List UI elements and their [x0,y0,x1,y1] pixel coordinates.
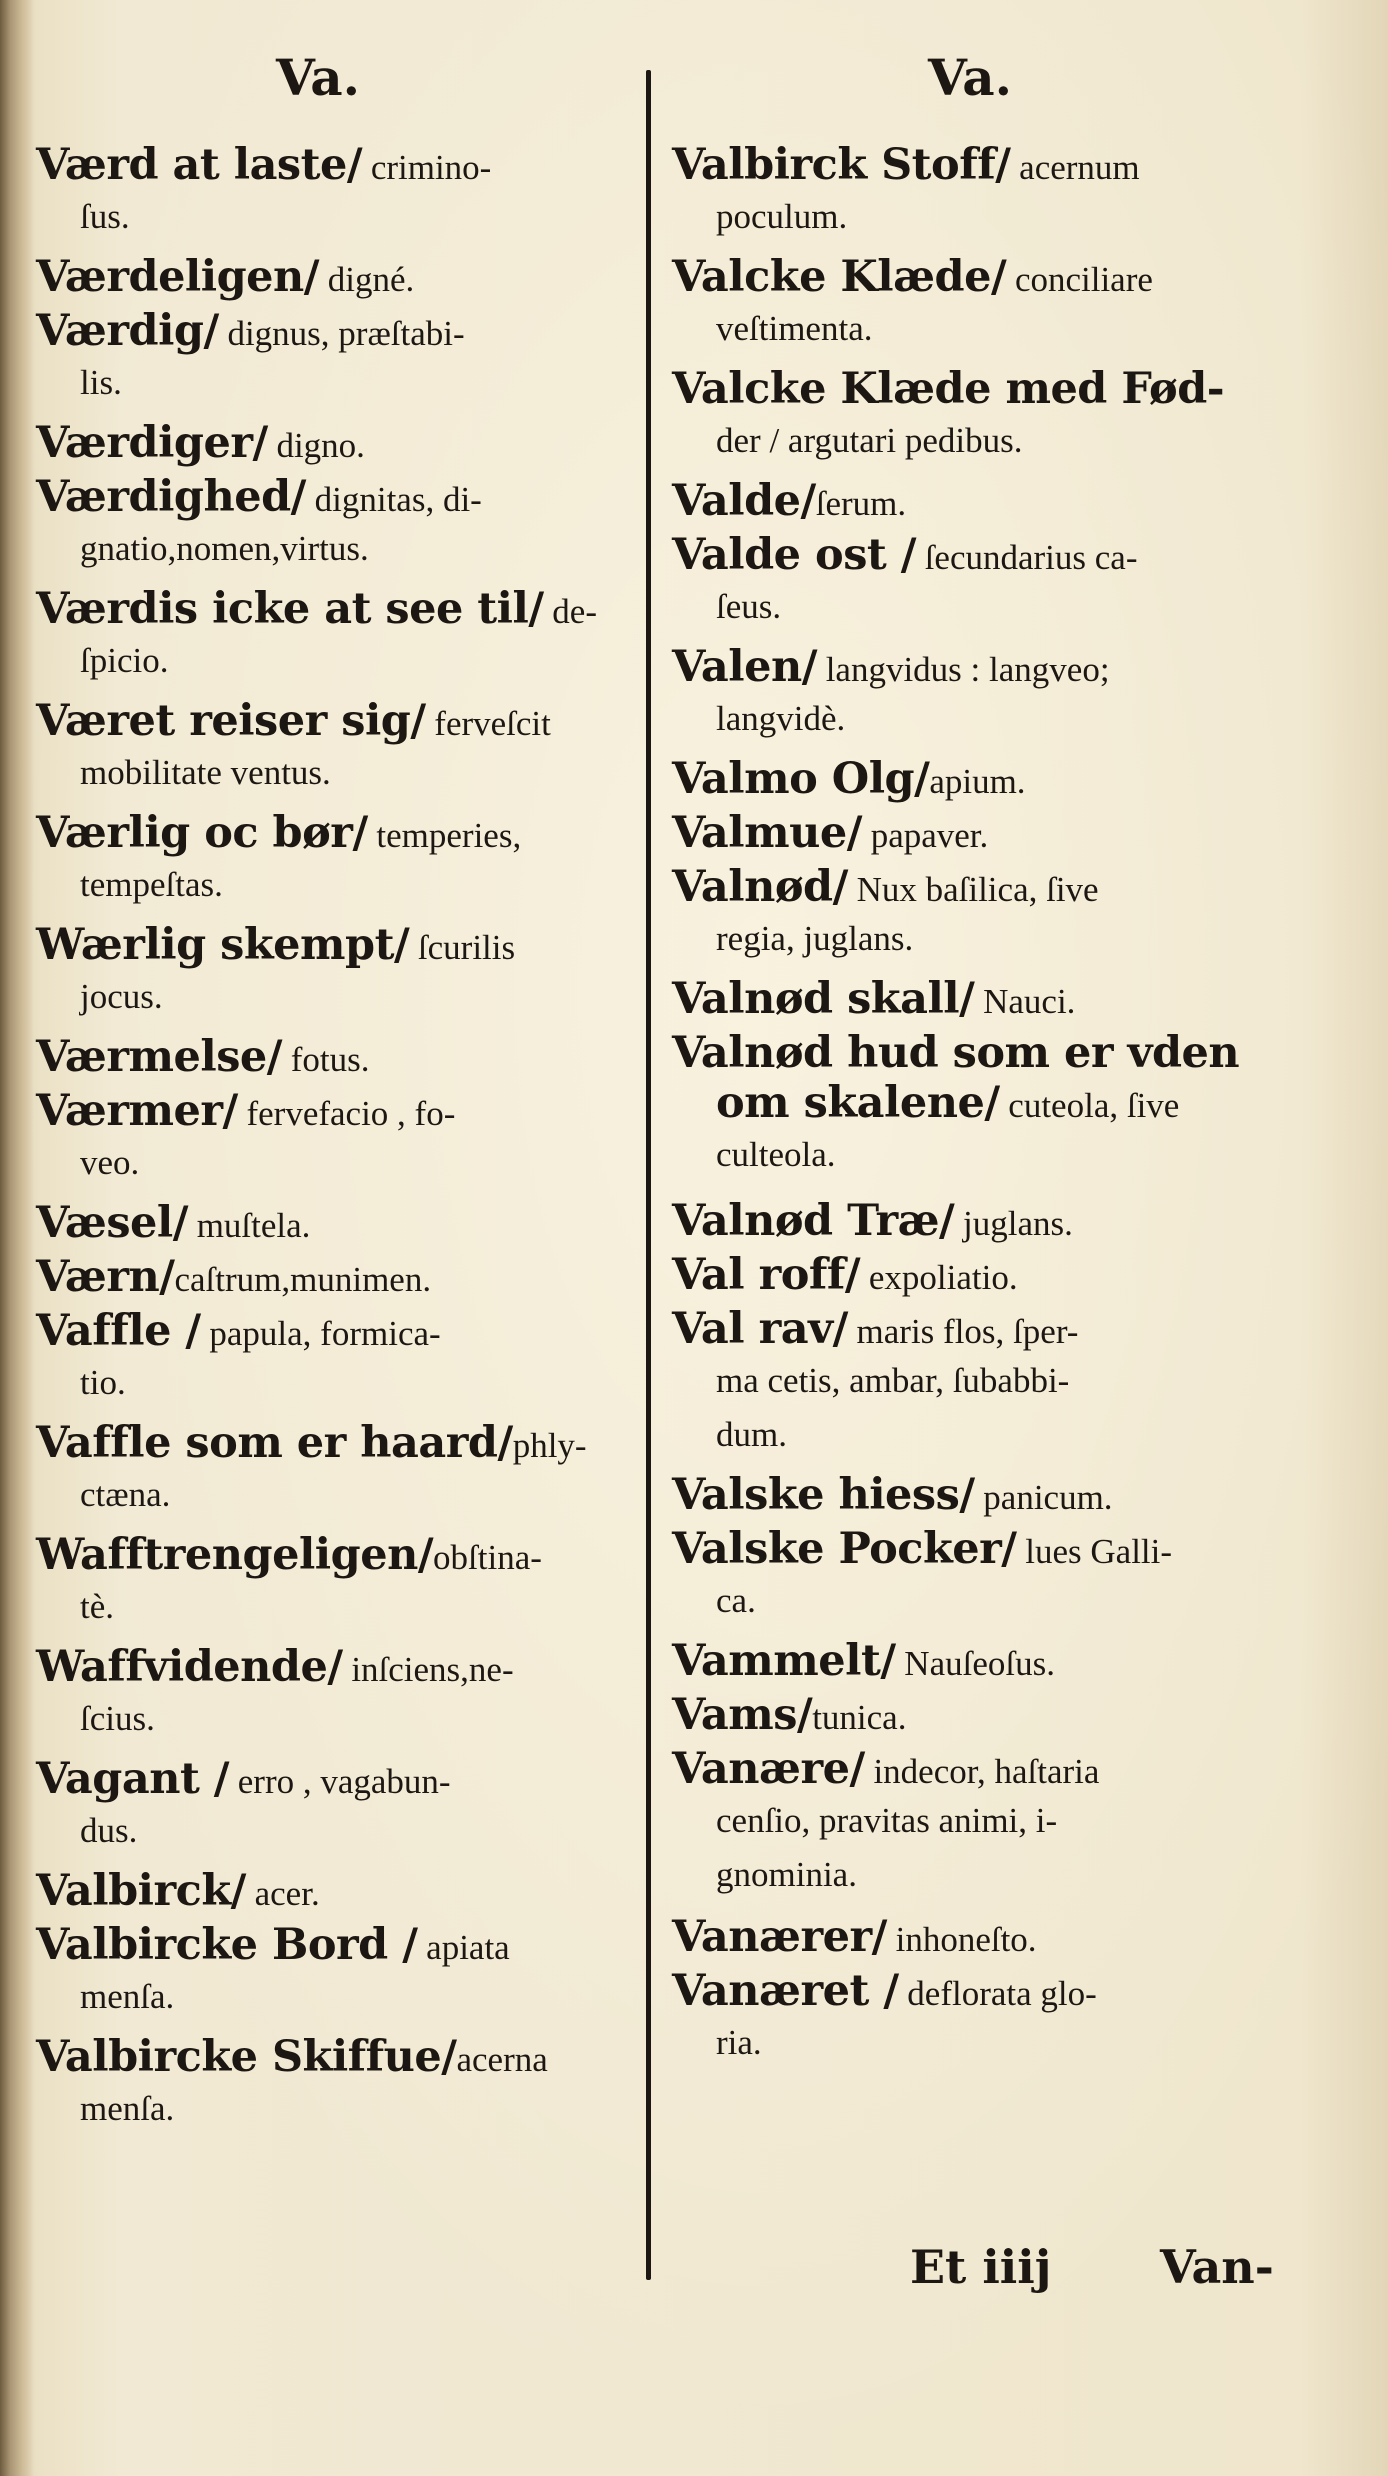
entry-headword: Valde/ [672,476,816,526]
entry-gloss-continuation: gnatio,nomen,virtus. [80,529,369,568]
dictionary-entry [672,1524,1172,1628]
entry-headword: Værdis icke at see til/ [36,584,544,634]
entry-headword: Valbircke Skiffue/ [36,2032,457,2082]
entry-headword: Valde ost / [672,530,916,580]
entry-gloss: conciliare [1006,260,1153,299]
entry-gloss-continuation: ſcius. [80,1699,155,1738]
entry-gloss: deflorata glo- [898,1974,1097,2013]
entry-gloss: inhoneſto. [886,1920,1037,1959]
entry-gloss-continuation: gnominia. [716,1855,857,1894]
entry-headword: Vanære/ [672,1744,865,1794]
entry-gloss-continuation: ſus. [80,197,130,236]
entry-gloss-continuation: ſeus. [716,587,782,626]
entry-gloss: dignus, præſtabi- [218,314,465,353]
dictionary-entry [672,1744,1099,1902]
entry-gloss-continuation: tè. [80,1587,115,1626]
entry-gloss: erro , vagabun- [229,1762,451,1801]
dictionary-entry [36,472,482,576]
catchword: Van- [1160,2240,1274,2294]
entry-gloss: phly- [512,1426,587,1465]
dictionary-entry [672,1250,1018,1300]
dictionary-entry [672,974,1075,1024]
entry-headword: Valbircke Bord / [36,1920,418,1970]
entry-gloss: langvidus : langveo; [816,650,1110,689]
entry-headword: Værmelse/ [36,1032,282,1082]
entry-headword: Været reiser sig/ [36,696,426,746]
dictionary-entry [36,1198,310,1248]
entry-headword: Vaffle som er haard/ [36,1418,513,1468]
entry-gloss: fotus. [281,1040,370,1079]
entry-headword: Væsel/ [36,1198,188,1248]
entry-gloss: lues Galli- [1016,1532,1173,1571]
entry-gloss: indecor, haſtaria [864,1752,1100,1791]
entry-headword: Valnød/ [672,862,848,912]
book-spine-shadow [0,0,34,2476]
entry-headword: Valnød skall/ [672,974,975,1024]
entry-gloss: cuteola, ſive [999,1086,1180,1125]
entry-headword: Værd at laste/ [36,140,363,190]
dictionary-entry [36,1418,587,1522]
entry-gloss-continuation: regia, juglans. [716,919,914,958]
entry-headword: Val roff/ [672,1250,861,1300]
dictionary-entry [672,1470,1113,1520]
dictionary-entry [672,1028,1239,1182]
entry-gloss: Nux baſilica, ſive [847,870,1099,909]
entry-gloss-continuation: culteola. [716,1135,836,1174]
dictionary-entry [36,1754,451,1858]
dictionary-entry [36,1530,542,1634]
entry-headword: Vaffle / [36,1306,201,1356]
dictionary-entry [36,306,465,410]
entry-gloss: inſciens,ne- [342,1650,514,1689]
entry-headword: Valbirck Stoff/ [672,140,1011,190]
dictionary-entry [36,1642,514,1746]
dictionary-entry [36,808,521,912]
entry-gloss-continuation: dum. [716,1415,787,1454]
entry-headword: Wafftrengeligen/ [36,1530,434,1580]
entry-gloss: acer. [245,1874,320,1913]
entry-gloss: digno. [267,426,365,465]
entry-gloss-continuation: mobilitate ventus. [80,753,331,792]
entry-gloss: Nauſeoſus. [895,1644,1055,1683]
entry-headword-continuation: om skalene/ [716,1078,1000,1128]
entry-gloss-continuation: menſa. [80,1977,175,2016]
dictionary-entry [36,1306,441,1410]
entry-headword: Værmer/ [36,1086,238,1136]
dictionary-entry [672,530,1138,634]
dictionary-entry [36,140,491,244]
entry-headword: Valske hiess/ [672,1470,975,1520]
entry-gloss: dignitas, di- [305,480,482,519]
entry-headword: Valcke Klæde/ [672,252,1007,302]
left-column-header: Va. [276,48,361,107]
dictionary-entry [672,476,906,526]
entry-gloss: acernum [1010,148,1140,187]
entry-gloss: fervefacio , fo- [237,1094,456,1133]
dictionary-entry [672,140,1140,244]
dictionary-entry [672,754,1026,804]
entry-gloss: ſecundarius ca- [915,538,1138,577]
entry-headword: Valcke Klæde med Fød- [672,364,1225,414]
entry-gloss-continuation: ſpicio. [80,641,169,680]
dictionary-entry [36,1866,320,1916]
entry-gloss-continuation: tio. [80,1363,126,1402]
entry-gloss: panicum. [974,1478,1113,1517]
entry-gloss: juglans. [954,1204,1073,1243]
entry-headword: Værdeligen/ [36,252,319,302]
entry-gloss-continuation: lis. [80,363,122,402]
entry-gloss-continuation: tempeſtas. [80,865,223,904]
entry-gloss: ferveſcit [425,704,551,743]
right-column-header: Va. [928,48,1013,107]
entry-gloss: ſcurilis [409,928,516,967]
entry-headword: Valmo Olg/ [672,754,930,804]
entry-headword: Waffvidende/ [36,1642,343,1692]
dictionary-entry [672,808,988,858]
entry-gloss-continuation: ria. [716,2023,762,2062]
signature-mark: Et iiij [910,2240,1052,2294]
entry-gloss-continuation: langvidè. [716,699,846,738]
entry-headword: Val rav/ [672,1304,848,1354]
entry-headword: Valnød Træ/ [672,1196,955,1246]
entry-gloss: muſtela. [187,1206,311,1245]
entry-gloss: Nauci. [974,982,1076,1021]
entry-headword: Vagant / [36,1754,230,1804]
entry-gloss: apium. [929,762,1026,801]
entry-headword: Valbirck/ [36,1866,246,1916]
dictionary-entry [36,252,414,302]
entry-gloss: apiata [417,1928,510,1967]
entry-gloss: papaver. [861,816,989,855]
dictionary-entry [36,2032,548,2136]
entry-gloss: temperies, [367,816,522,855]
entry-gloss: maris flos, ſper- [847,1312,1079,1351]
entry-headword: Værdig/ [36,306,219,356]
dictionary-entry [36,1920,510,2024]
entry-gloss-continuation: veſtimenta. [716,309,873,348]
dictionary-entry [672,642,1110,746]
entry-headword: Valnød hud som er vden [672,1028,1240,1078]
dictionary-entry [672,1304,1078,1462]
entry-headword: Værdiger/ [36,418,268,468]
dictionary-entry [36,1086,455,1190]
dictionary-entry [672,1636,1055,1686]
dictionary-entry [36,584,597,688]
dictionary-entry [36,418,365,468]
entry-headword: Vams/ [672,1690,813,1740]
entry-gloss-continuation: poculum. [716,197,848,236]
entry-gloss: crimino- [362,148,492,187]
entry-gloss: obſtina- [433,1538,542,1577]
dictionary-entry [672,364,1224,468]
entry-gloss-continuation: dus. [80,1811,138,1850]
entry-gloss: ſerum. [815,484,907,523]
dictionary-entry [36,1032,369,1082]
dictionary-entry [36,696,551,800]
dictionary-entry [672,1196,1073,1246]
entry-headword: Valen/ [672,642,817,692]
dictionary-entry [36,1252,431,1302]
entry-gloss: acerna [456,2040,548,2079]
entry-gloss: caſtrum,munimen. [174,1260,432,1299]
entry-gloss: digné. [319,260,415,299]
entry-gloss-continuation: der / argutari pedibus. [716,421,1023,460]
entry-headword: Vanæret / [672,1966,899,2016]
entry-gloss: papula, formica- [200,1314,441,1353]
entry-gloss-continuation: cenſio, pravitas animi, i- [716,1801,1058,1840]
entry-gloss: expoliatio. [860,1258,1018,1297]
entry-gloss-continuation: menſa. [80,2089,175,2128]
dictionary-entry [672,1966,1097,2070]
entry-gloss-continuation: ca. [716,1581,756,1620]
entry-gloss-continuation: ma cetis, ambar, ſubabbi- [716,1361,1070,1400]
entry-headword: Værlig oc bør/ [36,808,368,858]
column-divider [646,70,651,2280]
dictionary-entry [36,920,515,1024]
dictionary-entry [672,1690,906,1740]
entry-headword: Værdighed/ [36,472,306,522]
entry-gloss: de- [543,592,597,631]
dictionary-entry [672,862,1099,966]
entry-gloss-continuation: jocus. [80,977,163,1016]
dictionary-entry [672,1912,1037,1962]
entry-gloss-continuation: ctæna. [80,1475,171,1514]
entry-gloss: tunica. [812,1698,907,1737]
entry-headword: Valske Pocker/ [672,1524,1017,1574]
entry-headword: Vammelt/ [672,1636,896,1686]
dictionary-entry [672,252,1153,356]
entry-headword: Værn/ [36,1252,175,1302]
entry-headword: Vanærer/ [672,1912,887,1962]
entry-headword: Valmue/ [672,808,862,858]
entry-gloss-continuation: veo. [80,1143,140,1182]
entry-headword: Wærlig skempt/ [36,920,410,970]
